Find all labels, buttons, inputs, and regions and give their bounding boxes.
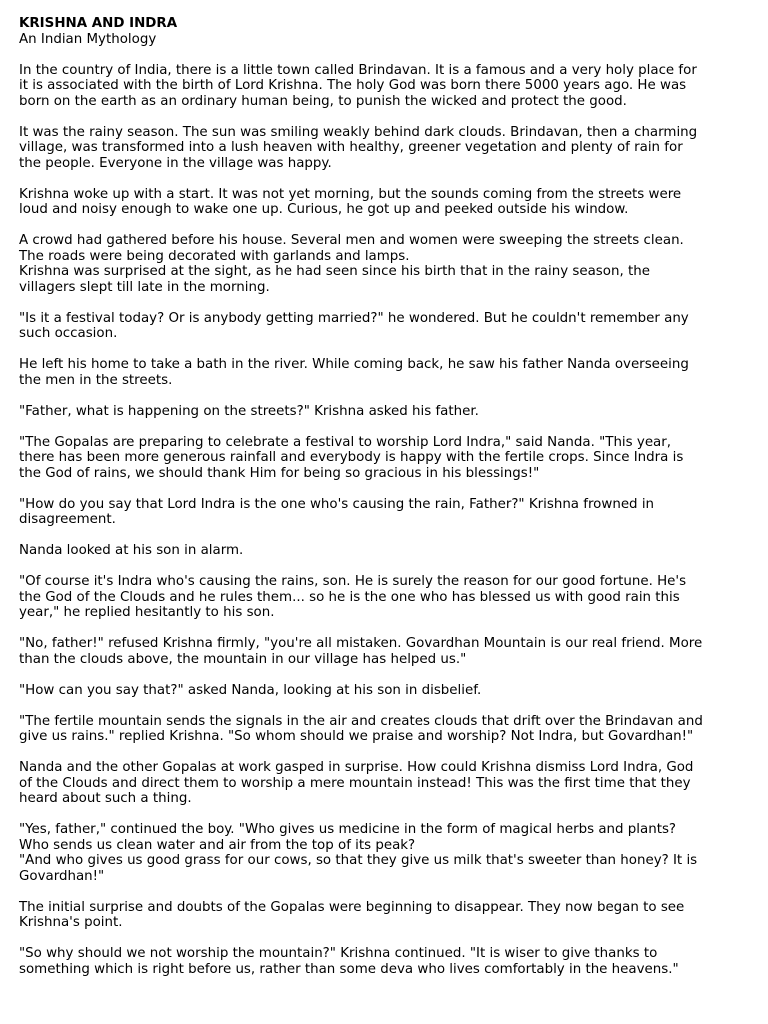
text-line: "How do you say that Lord Indra is the one who's causing the rain, Father?" Krishna frowned in bbox=[19, 496, 655, 512]
text-line: it is associated with the birth of Lord Krishna. The holy God was born there 5000 years ago. He was bbox=[19, 78, 687, 93]
text-line: there has been more generous rainfall and everybody is happy with the fertile crops. Since Indra is bbox=[19, 450, 684, 465]
text-line: disagreement. bbox=[19, 512, 116, 527]
text-line: Govardhan!" bbox=[19, 868, 105, 884]
paragraph bbox=[19, 683, 749, 699]
text-line: "Father, what is happening on the streets?" Krishna asked his father. bbox=[19, 403, 479, 419]
text-line: give us rains." replied Krishna. "So whom should we praise and worship? Not Indra, but Govardhan!" bbox=[19, 729, 694, 744]
text-line: the people. Everyone in the village was happy. bbox=[19, 155, 332, 171]
paragraph bbox=[19, 125, 749, 172]
paragraph bbox=[19, 404, 749, 420]
paragraph bbox=[19, 63, 749, 110]
document-title: KRISHNA AND INDRA bbox=[19, 16, 178, 31]
document-body bbox=[19, 63, 749, 978]
text-line: "Of course it's Indra who's causing the rains, son. He is surely the reason for our good fortune. He's bbox=[19, 574, 687, 589]
paragraph bbox=[19, 543, 749, 559]
text-line: The initial surprise and doubts of the Gopalas were beginning to disappear. They now began to see bbox=[19, 899, 685, 915]
paragraph bbox=[19, 187, 749, 218]
text-line: heard about such a thing. bbox=[19, 791, 192, 806]
paragraph bbox=[19, 636, 749, 667]
text-line: Krishna woke up with a start. It was not yet morning, but the sounds coming from the streets were bbox=[19, 186, 682, 202]
text-line: "And who gives us good grass for our cows, so that they give us milk that's sweeter than honey? It is bbox=[19, 853, 698, 868]
text-line: loud and noisy enough to wake one up. Curious, he got up and peeked outside his window. bbox=[19, 202, 629, 217]
paragraph bbox=[19, 357, 749, 388]
text-line: the men in the streets. bbox=[19, 372, 173, 388]
text-line: A crowd had gathered before his house. Several men and women were sweeping the streets clean. bbox=[19, 233, 684, 248]
text-line: "How can you say that?" asked Nanda, looking at his son in disbelief. bbox=[19, 682, 482, 698]
text-line: than the clouds above, the mountain in our village has helped us." bbox=[19, 651, 467, 667]
text-line: of the Clouds and direct them to worship a mere mountain instead! This was the first time that they bbox=[19, 775, 691, 791]
text-line: "The Gopalas are preparing to celebrate a festival to worship Lord Indra," said Nanda. "This year, bbox=[19, 434, 672, 450]
text-line: In the country of India, there is a little town called Brindavan. It is a famous and a very holy place for bbox=[19, 62, 697, 78]
document-page bbox=[19, 16, 749, 993]
paragraph bbox=[19, 900, 749, 931]
text-line: the God of rains, we should thank Him for being so gracious in his blessings!" bbox=[19, 465, 540, 481]
text-line: Nanda looked at his son in alarm. bbox=[19, 543, 244, 558]
text-line: year," he replied hesitantly to his son. bbox=[19, 605, 275, 620]
paragraph bbox=[19, 435, 749, 482]
text-line: Nanda and the other Gopalas at work gasped in surprise. How could Krishna dismiss Lord Indra, God bbox=[19, 760, 694, 775]
text-line: villagers slept till late in the morning. bbox=[19, 279, 270, 295]
paragraph bbox=[19, 946, 749, 977]
text-line: the God of the Clouds and he rules them... so he is the one who has blessed us with good rain this bbox=[19, 589, 680, 605]
text-line: such occasion. bbox=[19, 326, 118, 341]
text-line: "No, father!" refused Krishna firmly, "you're all mistaken. Govardhan Mountain is our real friend. More bbox=[19, 636, 703, 651]
paragraph bbox=[19, 760, 749, 807]
text-line: "Yes, father," continued the boy. "Who gives us medicine in the form of magical herbs and plants? bbox=[19, 822, 677, 837]
text-line: Krishna's point. bbox=[19, 915, 123, 930]
text-line: The roads were being decorated with garlands and lamps. bbox=[19, 248, 410, 264]
paragraph bbox=[19, 311, 749, 342]
text-line: It was the rainy season. The sun was smiling weakly behind dark clouds. Brindavan, then a charming bbox=[19, 124, 698, 140]
text-line: Who sends us clean water and air from the top of its peak? bbox=[19, 837, 416, 853]
text-line: born on the earth as an ordinary human being, to punish the wicked and protect the good. bbox=[19, 93, 627, 109]
paragraph bbox=[19, 497, 749, 528]
text-line: "Is it a festival today? Or is anybody getting married?" he wondered. But he couldn't remember any bbox=[19, 310, 689, 326]
text-line: something which is right before us, rather than some deva who lives comfortably in the heavens." bbox=[19, 961, 679, 977]
text-line: "So why should we not worship the mountain?" Krishna continued. "It is wiser to give thanks to bbox=[19, 946, 658, 961]
text-line: He left his home to take a bath in the river. While coming back, he saw his father Nanda overseeing bbox=[19, 357, 689, 372]
document-subtitle: An Indian Mythology bbox=[19, 31, 157, 47]
text-line: "The fertile mountain sends the signals in the air and creates clouds that drift over the Brindavan and bbox=[19, 713, 703, 729]
text-line: Krishna was surprised at the sight, as he had seen since his birth that in the rainy season, the bbox=[19, 264, 650, 279]
paragraph bbox=[19, 822, 749, 884]
paragraph bbox=[19, 574, 749, 621]
paragraph bbox=[19, 714, 749, 745]
paragraph bbox=[19, 233, 749, 295]
text-line: village, was transformed into a lush heaven with healthy, greener vegetation and plenty of rain for bbox=[19, 140, 683, 155]
